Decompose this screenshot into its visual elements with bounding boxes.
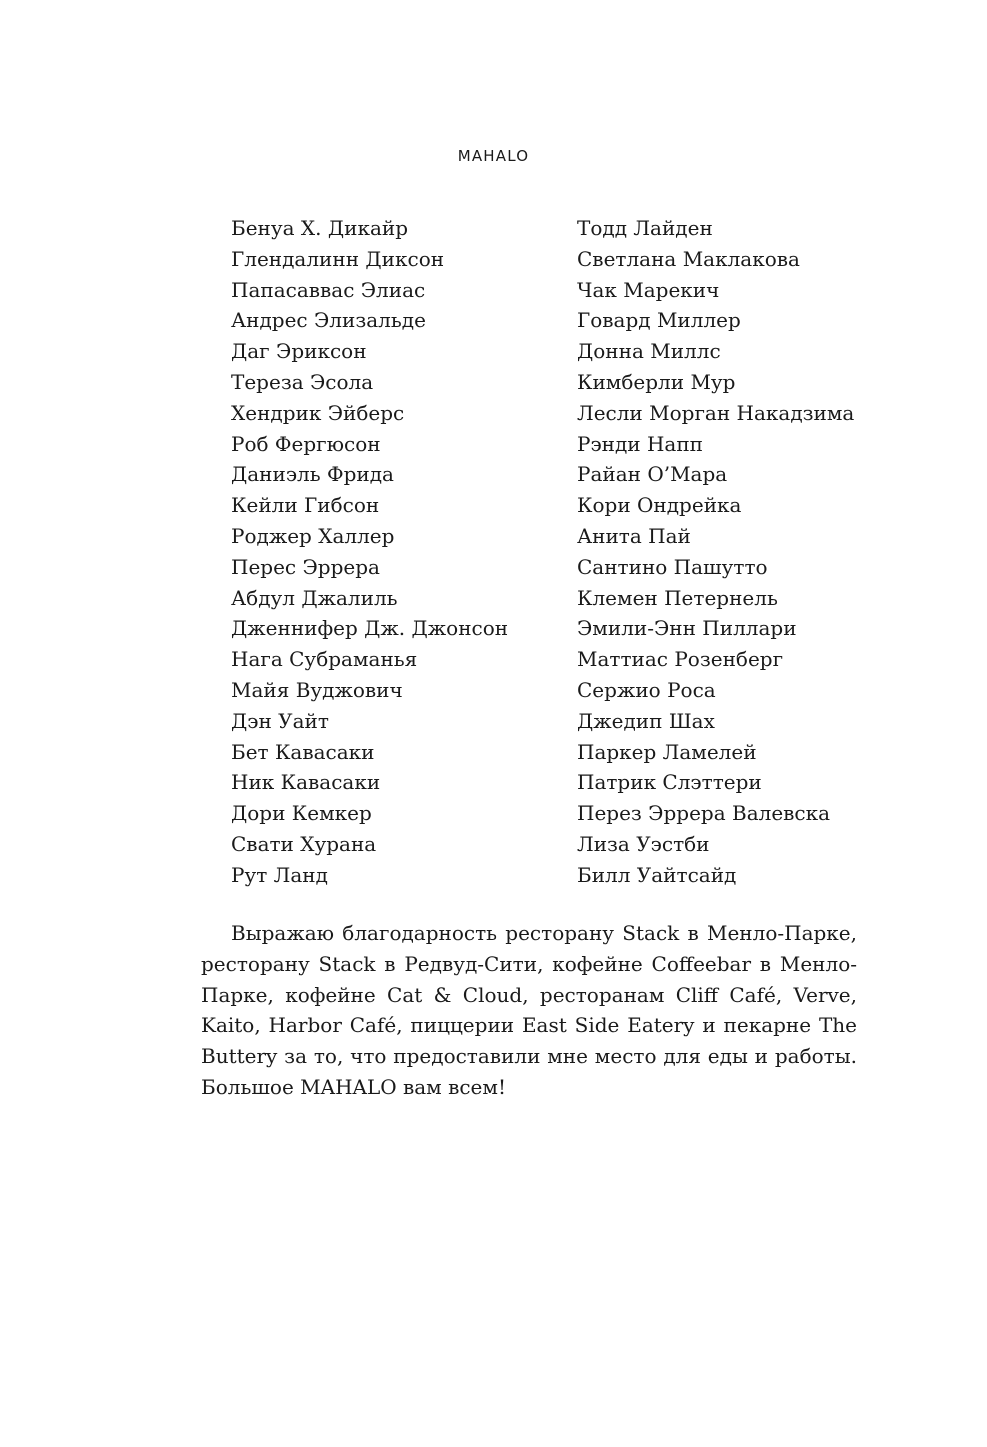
name-item: Рэнди Напп — [577, 431, 704, 456]
name-item: Лесли Морган Накадзима — [577, 400, 855, 425]
name-item: Дэн Уайт — [231, 708, 329, 733]
names-column-left — [231, 213, 561, 891]
name-item: Ник Кавасаки — [231, 770, 381, 795]
name-item: Эмили-Энн Пиллари — [577, 616, 797, 641]
name-item: Сержио Роса — [577, 677, 716, 702]
name-item: Кимберли Мур — [577, 369, 736, 394]
name-item: Майя Вуджович — [231, 677, 403, 702]
name-item: Чак Марекич — [577, 277, 720, 302]
name-item: Сантино Пашутто — [577, 554, 768, 579]
name-item: Роджер Халлер — [231, 523, 395, 548]
name-item: Абдул Джалиль — [231, 585, 398, 610]
name-item: Папасаввас Элиас — [231, 277, 426, 302]
acknowledgement-paragraph: Выражаю благодарность ресторану Stack в Менло-Парке, ресторану Stack в Редвуд-Сити, кофейне Coffeebar в Менло-Парке, кофейне Cat & Cloud, ресторанам Cliff Café, Verve, Kaito, Harbor Café, пиццерии East Side Eatery и пекарне The Buttery за то, что предоставили мне место для еды и работы. Большое MAHALO вам всем! — [201, 921, 857, 1099]
name-item: Дженнифер Дж. Джонсон — [231, 616, 509, 641]
name-item: Кори Ондрейка — [577, 493, 742, 518]
name-item: Лиза Уэстби — [577, 831, 710, 856]
name-item: Анита Пай — [577, 523, 691, 548]
name-item: Патрик Слэттери — [577, 770, 762, 795]
name-item: Перес Эррера — [231, 554, 380, 579]
name-item: Билл Уайтсайд — [577, 862, 737, 887]
name-item: Даг Эриксон — [231, 339, 367, 364]
name-item: Даниэль Фрида — [231, 462, 394, 487]
name-item: Перез Эррера Валевска — [577, 801, 831, 826]
name-item: Рут Ланд — [231, 862, 328, 887]
name-item: Говард Миллер — [577, 308, 741, 333]
name-item: Донна Миллс — [577, 339, 721, 364]
names-columns — [231, 213, 871, 893]
name-item: Джедип Шах — [577, 708, 715, 733]
name-item: Бенуа Х. Дикайр — [231, 216, 409, 240]
running-head-title: MAHALO — [457, 147, 530, 165]
name-item: Кейли Гибсон — [231, 493, 380, 518]
name-item: Нага Субраманья — [231, 647, 418, 672]
name-item: Андрес Элизальде — [231, 308, 426, 333]
name-item: Бет Кавасаки — [231, 739, 375, 764]
name-item: Хендрик Эйберс — [231, 400, 405, 425]
name-item: Глендалинн Диксон — [231, 246, 445, 271]
name-item: Роб Фергюсон — [231, 431, 381, 456]
name-item: Дори Кемкер — [231, 801, 372, 826]
name-item: Светлана Маклакова — [577, 246, 800, 271]
name-item: Маттиас Розенберг — [577, 647, 784, 672]
name-item: Свати Хурана — [231, 831, 377, 856]
names-column-right — [577, 213, 871, 891]
name-item: Райан О’Мара — [577, 462, 728, 487]
name-item: Тереза Эсола — [231, 369, 374, 394]
name-item: Клемен Петернель — [577, 585, 778, 610]
name-item: Тодд Лайден — [577, 216, 713, 240]
name-item: Паркер Ламелей — [577, 739, 757, 764]
